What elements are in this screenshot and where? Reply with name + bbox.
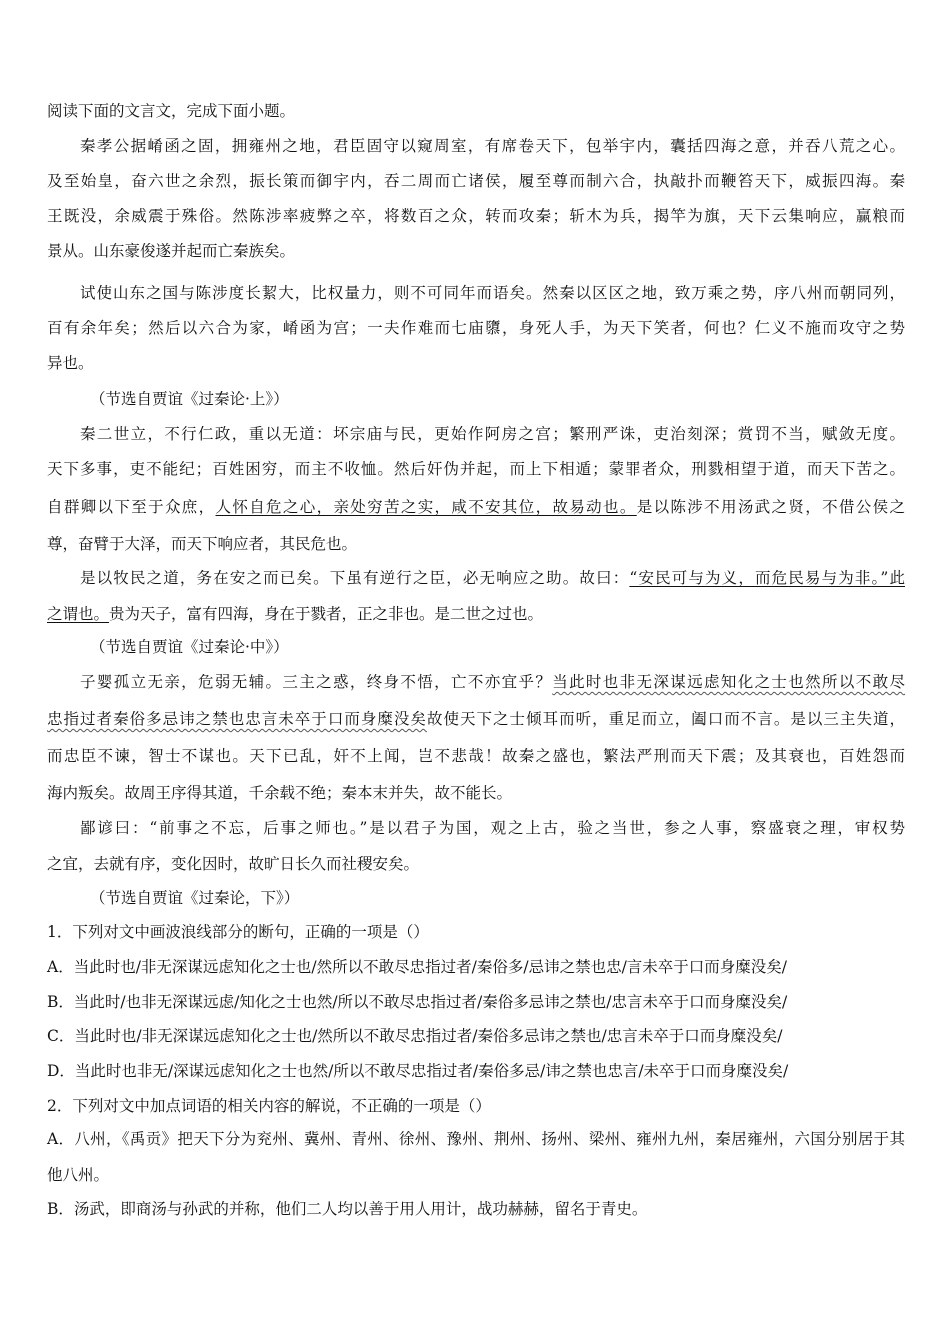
passage1-source: （节选自贾谊《过秦论·上》） (90, 390, 289, 408)
passage3-paragraph1-line (47, 709, 905, 731)
passage2-paragraph2-line (80, 568, 905, 590)
underlined-sentence: 之谓也。 (47, 605, 110, 623)
passage1-paragraph1-line: 秦孝公据崤函之固，拥雍州之地，君臣固守以窥周室，有席卷天下，包举宇内，囊括四海之意，并吞八荒之心。 (80, 137, 905, 155)
question-2-option-b: B．汤武，即商汤与孙武的并称，他们二人均以善于用人用计，战功赫赫，留名于青史。 (47, 1200, 648, 1218)
question-2-stem: 2．下列对文中加点词语的相关内容的解说，不正确的一项是（） (47, 1097, 491, 1115)
passage3-paragraph2-line: 鄙谚曰：“前事之不忘，后事之师也。”是以君子为国，观之上古，验之当世，参之人事，察盛衰之理，审权势 (80, 819, 905, 837)
passage1-paragraph1-line: 景从。山东豪俊遂并起而亡秦族矣。 (47, 242, 296, 260)
passage2-paragraph1-line (47, 497, 905, 519)
passage1-paragraph2-line: 试使山东之国与陈涉度长絜大，比权量力，则不可同年而语矣。然秦以区区之地，致万乘之势，序八州而朝同列， (80, 284, 905, 302)
passage2-paragraph1-line: 天下多事，吏不能纪；百姓困穷，而主不收恤。然后奸伪并起，而上下相遁；蒙罪者众，刑戮相望于道，而天下苦之。 (47, 460, 905, 478)
passage2-source: （节选自贾谊《过秦论·中》） (90, 638, 289, 656)
text-segment: 子婴孤立无亲，危弱无辅。三主之惑，终身不悟，亡不亦宜乎？ (80, 673, 553, 691)
question-2-option-a-continued: 他八州。 (47, 1166, 110, 1184)
passage3-paragraph1-line (80, 672, 905, 694)
passage1-paragraph2-line: 异也。 (47, 354, 94, 372)
text-segment: 故使天下之士倾耳而听，重足而立，阖口而不言。是以三主失道， (426, 710, 905, 728)
question-1-option-b: B．当此时/也非无深谋远虑/知化之士也然/所以不敢尽忠指过者/秦俗多忌讳之禁也/忠言未卒于口而身糜没矣/ (47, 993, 788, 1011)
passage2-paragraph1-line: 尊，奋臂于大泽，而天下响应者，其民危也。 (47, 535, 358, 553)
question-1-option-a: A．当此时也/非无深谋远虑知化之士也/然所以不敢尽忠指过者/秦俗多/忌讳之禁也忠/言未卒于口而身糜没矣/ (47, 958, 788, 976)
passage2-paragraph1-line: 秦二世立，不行仁政，重以无道：坏宗庙与民，更始作阿房之宫；繁刑严诛，吏治刻深；赏罚不当，赋敛无度。 (80, 425, 905, 443)
text-segment: 自群卿以下至于众庶， (47, 498, 216, 516)
question-1-option-d: D．当此时也非无/深谋远虑知化之士也然/所以不敢尽忠指过者/秦俗多忌/讳之禁也忠言/未卒于口而身糜没矣/ (47, 1062, 789, 1080)
passage3-paragraph1-line: 而忠臣不谏，智士不谋也。天下已乱，奸不上闻，岂不悲哉！故秦之盛也，繁法严刑而天下震；及其衰也，百姓怨而 (47, 747, 905, 765)
passage3-paragraph2-line: 之宜，去就有序，变化因时，故旷日长久而社稷安矣。 (47, 855, 420, 873)
text-segment: 是以陈涉不用汤武之贤，不借公侯之 (636, 498, 905, 516)
wavy-underlined-text: 忠指过者秦俗多忌讳之禁也忠言未卒于口而身糜没矣 (47, 710, 427, 728)
underlined-sentence: 人怀自危之心，亲处穷苦之实，咸不安其位，故易动也。 (215, 498, 637, 516)
passage3-source: （节选自贾谊《过秦论，下》） (90, 889, 300, 907)
passage1-paragraph1-line: 王既没，余威震于殊俗。然陈涉率疲弊之卒，将数百之众，转而攻秦；斩木为兵，揭竿为旗，天下云集响应，赢粮而 (47, 207, 905, 225)
passage2-paragraph2-line (47, 604, 543, 626)
text-segment: 贵为天子，富有四海，身在于戮者，正之非也。是二世之过也。 (109, 605, 544, 623)
question-1-stem: 1．下列对文中画波浪线部分的断句，正确的一项是（） (47, 923, 429, 941)
text-segment: 是以牧民之道，务在安之而已矣。下虽有逆行之臣，必无响应之助。故曰： (80, 569, 630, 587)
instruction: 阅读下面的文言文，完成下面小题。 (47, 102, 296, 120)
question-2-option-a: A．八州，《禹贡》把天下分为兖州、冀州、青州、徐州、豫州、荆州、扬州、梁州、雍州九州，秦居雍州，六国分别居于其 (47, 1130, 905, 1148)
underlined-sentence: “安民可与为义，而危民易与为非。”此 (629, 569, 905, 587)
passage3-paragraph1-line: 海内叛矣。故周王序得其道，千余载不绝；秦本末并失，故不能长。 (47, 784, 513, 802)
question-1-option-c: C．当此时也/非无深谋远虑知化之士也/然所以不敢尽忠指过者/秦俗多忌讳之禁也/忠言未卒于口而身糜没矣/ (47, 1027, 783, 1045)
passage1-paragraph1-line: 及至始皇，奋六世之余烈，振长策而御宇内，吞二周而亡诸侯，履至尊而制六合，执敲扑而鞭笞天下，威振四海。秦 (47, 172, 905, 190)
passage1-paragraph2-line: 百有余年矣；然后以六合为家，崤函为宫；一夫作难而七庙隳，身死人手，为天下笑者，何也？仁义不施而攻守之势 (47, 319, 905, 337)
wavy-underlined-text: 当此时也非无深谋远虑知化之士也然所以不敢尽 (552, 673, 905, 691)
